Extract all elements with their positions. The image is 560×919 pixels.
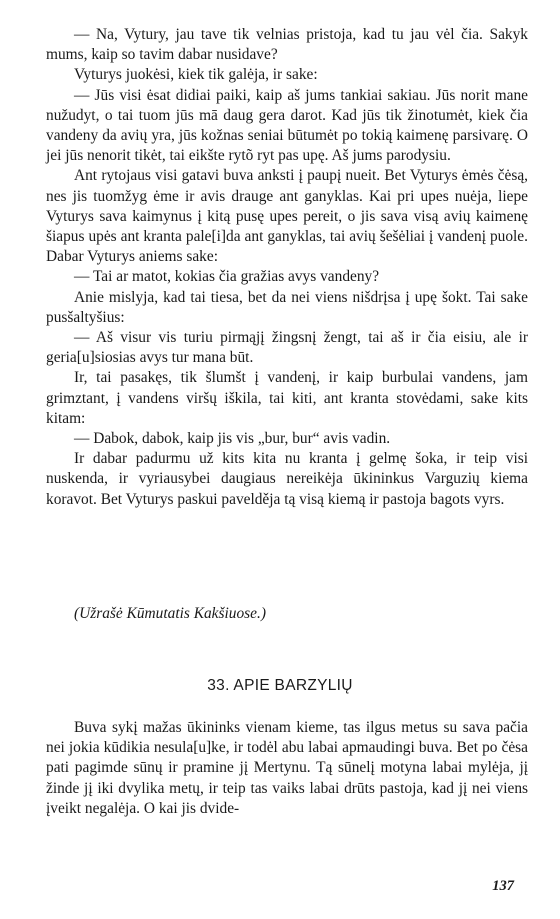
paragraph: Vyturys juokėsi, kiek tik galėja, ir sake: (74, 66, 318, 84)
paragraph: Ant rytojaus visi gatavi buva anksti į paupį nueit. Bet Vyturys ėmės čėsą, nes jis tuomžyg ėme ir avis drauge ant ganyklas. Kai pri upes nuėja, liepe Vyturys sava kaimynus į kitą pusę upes pereit, o jis sava visą avių kaimenę šiapus upės ant kranta pale[i]da ant ganyklas, tai avių šešėliai į vandenį puole. Dabar Vyturys aniems sake: (46, 167, 528, 266)
paragraph: — Na, Vytury, jau tave tik velnias pristoja, kad tu jau vėl čia. Sakyk mums, kaip so tavim dabar nusidave? (46, 26, 528, 64)
paragraph: Buva sykį mažas ūkininks vienam kieme, tas ilgus metus su sava pačia nei jokia kūdikia nesula[u]ke, ir todėl abu labai apmaudingi buva. Bet po čėsa pati pagimde sūnų ir pramine jį Mertynu. Tą sūnelį motyna labai mylėja, jį žinde jį iki dvylika metų, ir teip tas vaiks labai drūts pastoja, kad jį nei viens įveikt negalėja. O kai jis dvide- (46, 719, 528, 817)
paragraph: Ir dabar padurmu už kits kita nu kranta į gelmę šoka, ir teip visi nuskenda, ir vyriausybei daugiaus nereikėja ūkininkus Varguzių kiema koravot. Bet Vyturys paskui pavelděja tą visą kiemą ir pastoja bagots vyrs. (46, 450, 528, 508)
story-text-bottom (46, 718, 528, 819)
paragraph: Ir, tai pasakęs, tik šlumšt į vandenį, ir kaip burbulai vandens, jam grimztant, į vandens viršų iškila, tai kiti, ant kranta stovėdami, sake kits kitam: (46, 369, 528, 427)
page-number: 137 (492, 878, 514, 894)
chapter-title: 33. APIE BARZYLIŲ (207, 677, 353, 694)
paragraph: — Tai ar matot, kokias čia gražias avys vandeny? (74, 268, 380, 286)
paragraph: — Jūs visi ėsat didiai paiki, kaip aš jums tankiai sakiau. Jūs norit mane nužudyt, o tai tuom jūs mā daug gera darot. Kad jūs tik žinotumėt, kiek čia vandeny da avių yra, jūs kožnas seniai būtumėt po tokią kaimenę parsivarę. O jei jūs nenorit tikėt, tai eikšte rytõ ryt pas upę. Aš jums parodysiu. (46, 86, 528, 165)
paragraph: Anie mislyja, kad tai tiesa, bet da nei viens nišdrįsa į upę šokt. Tai sake pusšaltyšius: (46, 288, 528, 326)
paragraph: — Aš visur vis turiu pirmąjį žingsnį žengt, tai aš ir čia eisiu, ale ir geria[u]siosias avys tur mana būt. (46, 329, 528, 367)
paragraph: — Dabok, dabok, kaip jis vis „bur, bur“ avis vadin. (74, 430, 391, 448)
story-text-top (46, 25, 528, 510)
source-note: (Užrašė Kūmutatis Kakšiuose.) (74, 605, 266, 622)
